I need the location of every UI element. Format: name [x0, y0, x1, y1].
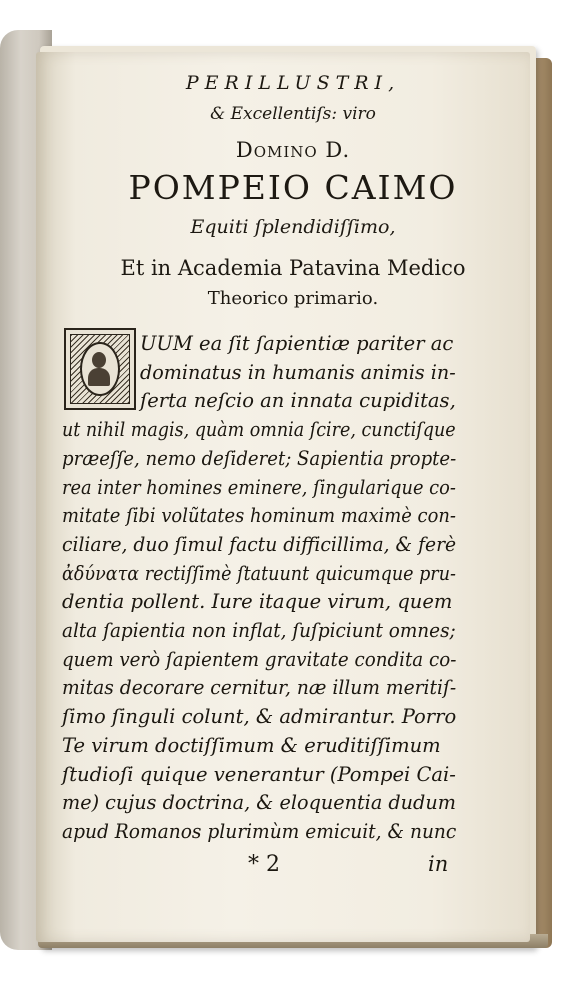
- portrait-head: [92, 352, 106, 368]
- body-line: Te virum doctiſſimum & eruditiſſimum: [62, 733, 441, 757]
- body-line: ἀδύνατα rectiſſimè ſtatuunt quicumque pru-: [62, 561, 456, 585]
- body-line: præeſſe, nemo deſideret; Sapientia propte-: [62, 446, 457, 470]
- dedicatee-name: POMPEIO CAIMO: [128, 168, 458, 207]
- body-line: ſtudioſi quique venerantur (Pompei Cai-: [62, 762, 456, 786]
- body-line: UUM ea ſit ſapientiæ pariter ac: [140, 332, 454, 355]
- body-line: alta ſapientia non inflat, ſuſpiciunt omnes;: [62, 619, 456, 642]
- body-line: mitate ſibi volũtates hominum maximè con-: [62, 504, 456, 528]
- body-line: ſerta neſcio an innata cupiditas,: [140, 389, 456, 413]
- dedication-line-1: PERILLUSTRI,: [185, 72, 401, 94]
- portrait-body: [88, 368, 110, 386]
- body-line: mitas decorare cernitur, næ illum meritiſ-: [62, 676, 457, 700]
- body-line: ſimo ſinguli colunt, & admirantur. Porro: [62, 705, 457, 729]
- catchword: in: [428, 852, 449, 876]
- dedication-line-6: Et in Academia Patavina Medico: [120, 256, 466, 280]
- body-line: ut nihil magis, quàm omnia ſcire, cunctiſque: [62, 418, 456, 442]
- signature-mark: * 2: [248, 852, 280, 877]
- body-line: me) cujus doctrina, & eloquentia dudum: [62, 791, 456, 815]
- engraved-initial-icon: [64, 328, 136, 410]
- dedication-line-2: & Excellentiſs: viro: [210, 104, 376, 124]
- initial-portrait-medallion: [80, 342, 120, 396]
- body-line: quem verò ſapientem gravitate condita co-: [62, 647, 457, 671]
- body-line: dentia pollent. Iure itaque virum, quem: [62, 590, 453, 614]
- dedication-line-3: Domino D.: [235, 138, 351, 162]
- body-line: ciliare, duo ſimul factu difficillima, & ferè: [62, 532, 457, 556]
- body-line: apud Romanos plurimùm emicuit, & nunc: [62, 819, 457, 843]
- body-line: dominatus in humanis animis in-: [140, 360, 456, 384]
- dedication-line-5: Equiti ſplendidiſſimo,: [190, 216, 396, 238]
- dedication-line-7: Theorico primario.: [207, 288, 379, 309]
- body-line: rea inter homines eminere, ſingularique co-: [62, 475, 456, 499]
